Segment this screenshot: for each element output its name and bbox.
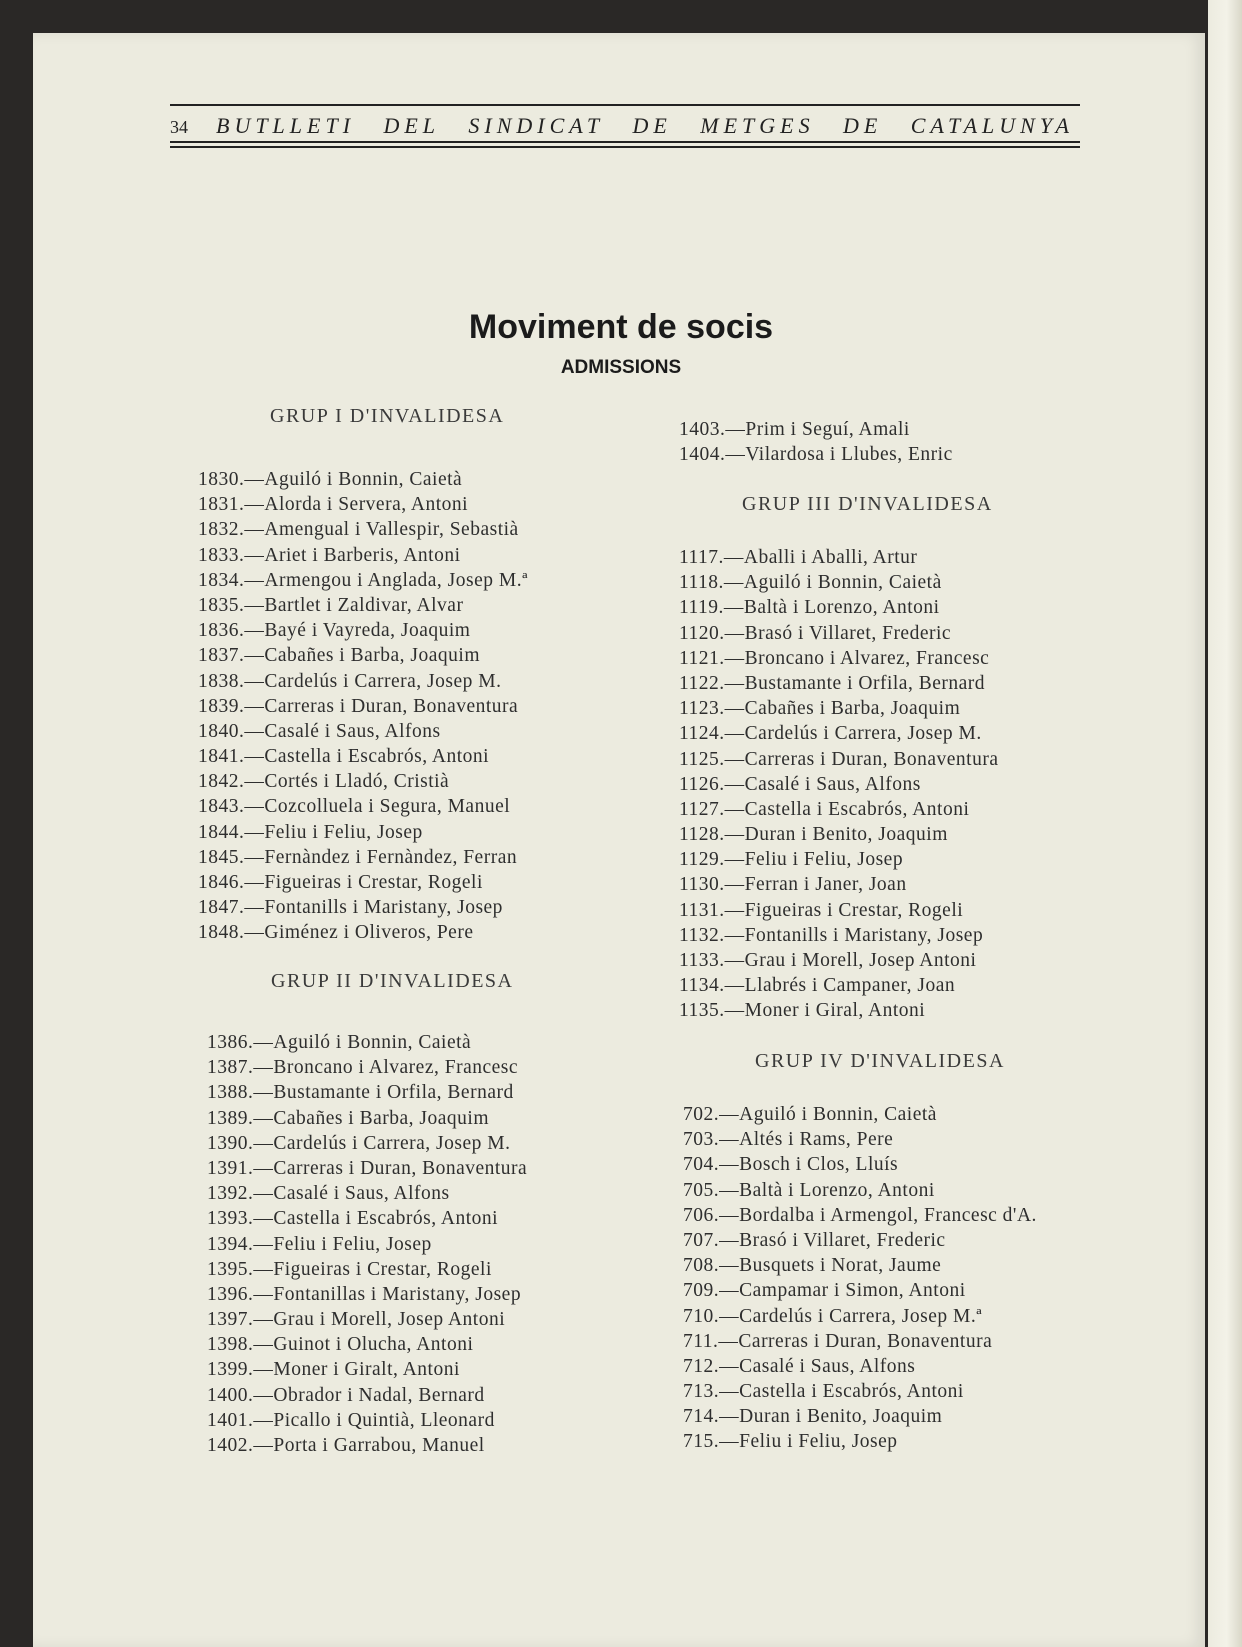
group-heading-1: GRUP I D'INVALIDESA	[270, 405, 505, 427]
member-entry: 1135.—Moner i Giral, Antoni	[679, 1000, 926, 1022]
member-entry: 1839.—Carreras i Duran, Bonaventura	[198, 695, 519, 717]
member-entry: 1838.—Cardelús i Carrera, Josep M.	[198, 670, 502, 692]
member-entry: 1125.—Carreras i Duran, Bonaventura	[679, 748, 999, 770]
group-list-2	[207, 1030, 527, 1458]
running-title-word: DEL	[383, 113, 440, 138]
member-entry: 1389.—Cabañes i Barba, Joaquim	[207, 1107, 489, 1129]
group-list-4	[683, 1102, 1037, 1455]
member-entry: 712.—Casalé i Saus, Alfons	[683, 1355, 916, 1377]
member-entry: 1832.—Amengual i Vallespir, Sebastià	[198, 519, 519, 541]
member-entry: 702.—Aguiló i Bonnin, Caietà	[683, 1104, 937, 1125]
member-entry: 1132.—Fontanills i Maristany, Josep	[679, 924, 984, 946]
member-entry: 1830.—Aguiló i Bonnin, Caietà	[198, 469, 463, 490]
member-entry: 1390.—Cardelús i Carrera, Josep M.	[207, 1132, 511, 1154]
member-entry: 1121.—Broncano i Alvarez, Francesc	[679, 647, 990, 669]
member-entry: 1122.—Bustamante i Orfila, Bernard	[679, 672, 985, 694]
running-title	[216, 113, 1074, 139]
member-entry: 1831.—Alorda i Servera, Antoni	[198, 494, 469, 516]
member-entry: 1395.—Figueiras i Crestar, Rogeli	[207, 1258, 492, 1280]
member-entry: 711.—Carreras i Duran, Bonaventura	[683, 1330, 993, 1352]
group-heading-4: GRUP IV D'INVALIDESA	[755, 1050, 1005, 1072]
member-entry: 705.—Baltà i Lorenzo, Antoni	[683, 1179, 935, 1201]
member-entry: 1134.—Llabrés i Campaner, Joan	[679, 975, 956, 997]
member-entry: 1388.—Bustamante i Orfila, Bernard	[207, 1082, 514, 1104]
member-entry: 1117.—Aballi i Aballi, Artur	[679, 547, 918, 568]
running-title-word: BUTLLETI	[216, 113, 356, 138]
facing-page-edge	[1208, 0, 1242, 1647]
member-entry: 704.—Bosch i Clos, Lluís	[683, 1154, 899, 1176]
member-entry: 1845.—Fernàndez i Fernàndez, Ferran	[198, 846, 518, 868]
page-title: Moviment de socis	[468, 308, 774, 346]
page-subtitle: ADMISSIONS	[560, 357, 682, 378]
member-entry: 1398.—Guinot i Olucha, Antoni	[207, 1334, 474, 1356]
member-entry: 1392.—Casalé i Saus, Alfons	[207, 1183, 450, 1205]
member-entry: 1129.—Feliu i Feliu, Josep	[679, 849, 904, 871]
member-entry: 1397.—Grau i Morell, Josep Antoni	[207, 1309, 506, 1331]
member-entry: 1401.—Picallo i Quintià, Lleonard	[207, 1409, 495, 1431]
member-entry: 703.—Altés i Rams, Pere	[683, 1129, 894, 1151]
member-entry: 1834.—Armengou i Anglada, Josep M.ª	[198, 569, 528, 591]
member-entry: 1120.—Brasó i Villaret, Frederic	[679, 622, 952, 644]
member-entry: 1840.—Casalé i Saus, Alfons	[198, 720, 441, 742]
member-entry: 1118.—Aguiló i Bonnin, Caietà	[679, 572, 942, 594]
member-entry: 1126.—Casalé i Saus, Alfons	[679, 773, 921, 795]
member-entry: 1128.—Duran i Benito, Joaquim	[679, 824, 948, 846]
group-list-3	[679, 545, 998, 1024]
member-entry: 1843.—Cozcolluela i Segura, Manuel	[198, 796, 511, 818]
member-entry: 1119.—Baltà i Lorenzo, Antoni	[679, 597, 940, 619]
member-entry: 710.—Cardelús i Carrera, Josep M.ª	[683, 1305, 983, 1327]
member-entry: 1402.—Porta i Garrabou, Manuel	[207, 1435, 485, 1456]
member-entry: 1387.—Broncano i Alvarez, Francesc	[207, 1057, 519, 1079]
running-title-word: DE	[632, 113, 672, 138]
group-heading-3: GRUP III D'INVALIDESA	[742, 493, 993, 515]
member-entry: 1393.—Castella i Escabrós, Antoni	[207, 1208, 499, 1230]
member-entry: 1837.—Cabañes i Barba, Joaquim	[198, 645, 480, 667]
member-entry: 1399.—Moner i Giralt, Antoni	[207, 1359, 460, 1381]
member-entry: 1848.—Giménez i Oliveros, Pere	[198, 922, 474, 944]
running-title-word: CATALUNYA	[910, 113, 1074, 138]
page-number: 34	[170, 117, 188, 137]
member-entry: 1846.—Figueiras i Crestar, Rogeli	[198, 872, 483, 893]
member-entry: 706.—Bordalba i Armengol, Francesc d'A.	[683, 1204, 1037, 1226]
member-entry: 708.—Busquets i Norat, Jaume	[683, 1255, 942, 1277]
group-list-2-continued	[679, 417, 953, 467]
member-entry: 1133.—Grau i Morell, Josep Antoni	[679, 950, 977, 971]
member-entry: 1386.—Aguiló i Bonnin, Caietà	[207, 1032, 472, 1053]
running-title-word: METGES	[700, 113, 815, 138]
member-entry: 1841.—Castella i Escabrós, Antoni	[198, 746, 490, 768]
member-entry: 1131.—Figueiras i Crestar, Rogeli	[679, 899, 964, 921]
member-entry: 1847.—Fontanills i Maristany, Josep	[198, 897, 503, 919]
member-entry: 1396.—Fontanillas i Maristany, Josep	[207, 1283, 522, 1305]
member-entry: 714.—Duran i Benito, Joaquim	[683, 1406, 943, 1428]
member-entry: 715.—Feliu i Feliu, Josep	[683, 1431, 898, 1453]
member-entry: 1836.—Bayé i Vayreda, Joaquim	[198, 620, 471, 642]
member-entry: 1394.—Feliu i Feliu, Josep	[207, 1233, 432, 1255]
member-entry: 1123.—Cabañes i Barba, Joaquim	[679, 698, 961, 720]
group-list-1	[198, 467, 528, 946]
member-entry: 709.—Campamar i Simon, Antoni	[683, 1280, 966, 1302]
member-entry: 707.—Brasó i Villaret, Frederic	[683, 1229, 946, 1251]
header-rule-bottom	[170, 146, 1080, 148]
header-rule-top	[170, 104, 1080, 106]
member-entry: 1124.—Cardelús i Carrera, Josep M.	[679, 723, 982, 745]
running-title-word: DE	[842, 113, 883, 138]
member-entry: 1130.—Ferran i Janer, Joan	[679, 874, 907, 896]
member-entry: 713.—Castella i Escabrós, Antoni	[683, 1381, 964, 1403]
member-entry: 1127.—Castella i Escabrós, Antoni	[679, 798, 970, 820]
member-entry: 1833.—Ariet i Barberis, Antoni	[198, 544, 461, 566]
member-entry: 1400.—Obrador i Nadal, Bernard	[207, 1384, 485, 1406]
member-entry: 1403.—Prim i Seguí, Amali	[679, 419, 910, 440]
running-title-word: SINDICAT	[468, 113, 605, 138]
running-header	[170, 113, 1080, 143]
member-entry: 1391.—Carreras i Duran, Bonaventura	[207, 1157, 528, 1179]
member-entry: 1835.—Bartlet i Zaldivar, Alvar	[198, 594, 464, 616]
member-entry: 1844.—Feliu i Feliu, Josep	[198, 821, 423, 843]
member-entry: 1404.—Vilardosa i Llubes, Enric	[679, 444, 953, 466]
member-entry: 1842.—Cortés i Lladó, Cristià	[198, 771, 450, 793]
group-heading-2: GRUP II D'INVALIDESA	[271, 970, 514, 992]
